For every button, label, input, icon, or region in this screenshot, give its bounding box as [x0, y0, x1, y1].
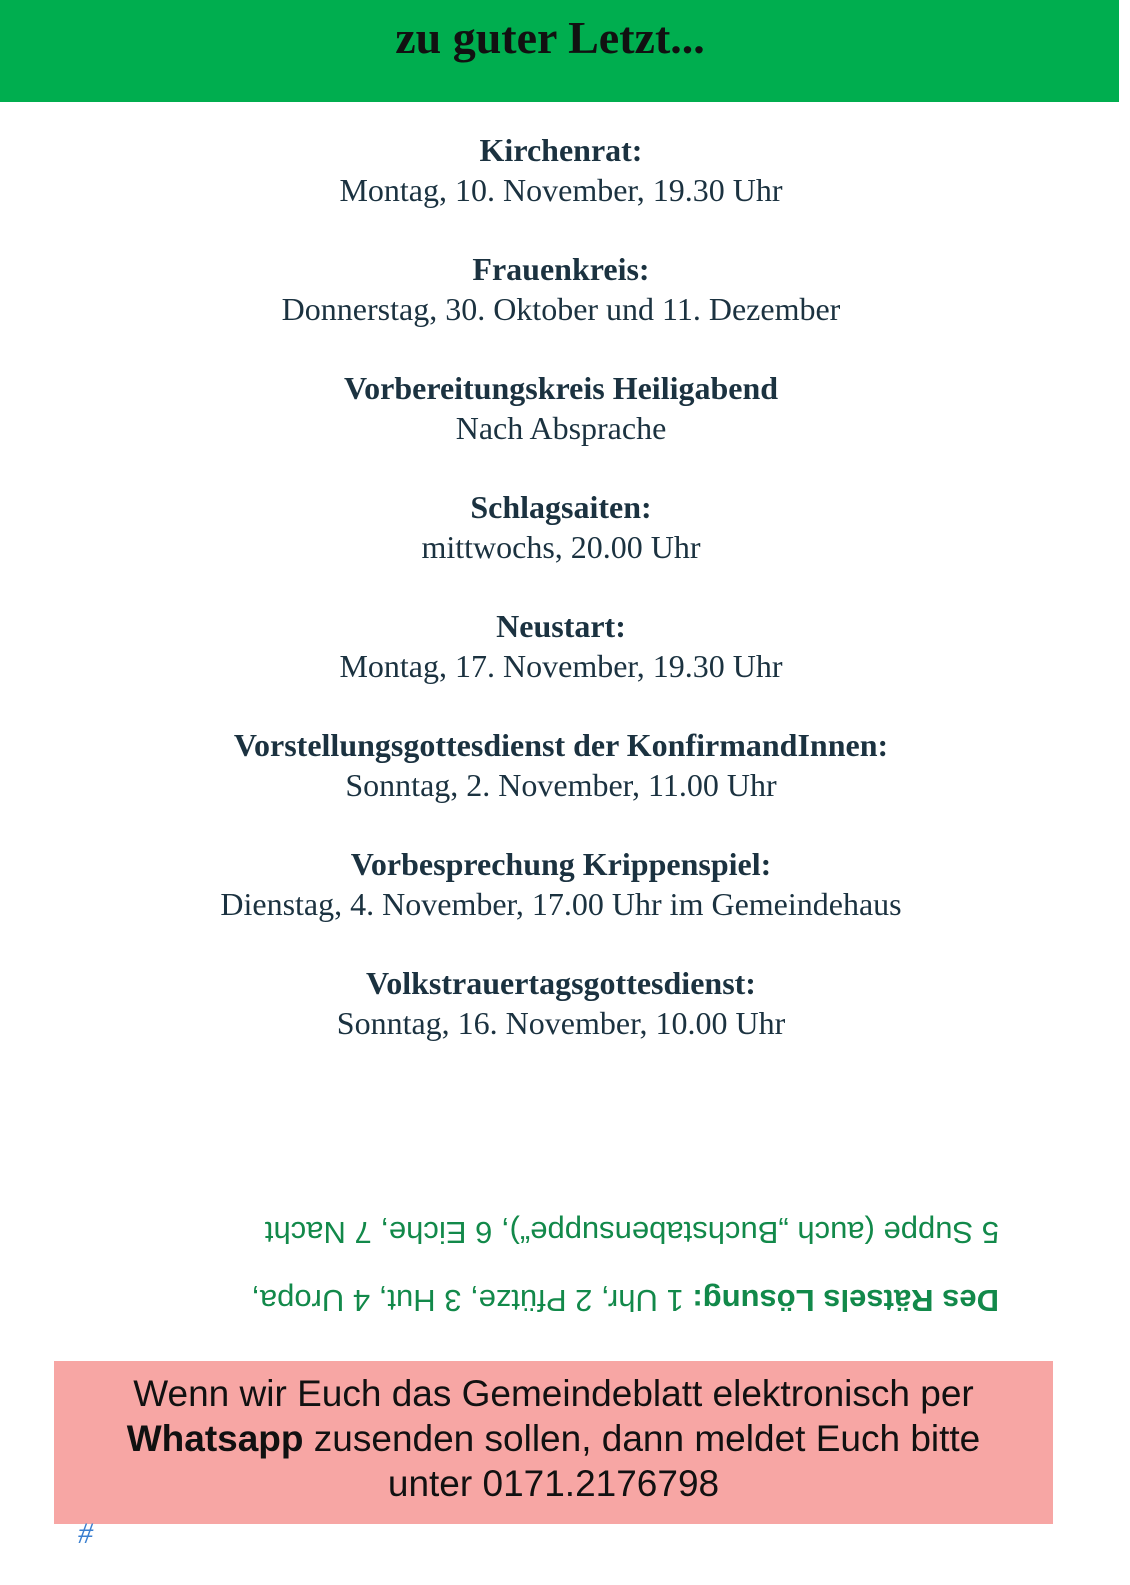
event-title: Frauenkreis: — [472, 251, 650, 287]
whatsapp-notice-line-2-rest: zusenden sollen, dann meldet Euch bitte — [313, 1418, 981, 1459]
puzzle-solution-upside-down — [133, 1198, 999, 1334]
event-title: Vorbesprechung Krippenspiel: — [350, 846, 772, 882]
event-detail: Dienstag, 4. November, 17.00 Uhr im Gemeindehaus — [220, 886, 902, 922]
event-detail: Donnerstag, 30. Oktober und 11. Dezember — [281, 291, 841, 327]
event-title: Vorstellungsgottesdienst der KonfirmandInnen: — [233, 727, 889, 763]
event-detail: Montag, 17. November, 19.30 Uhr — [339, 648, 783, 684]
event-item-volkstrauertag — [0, 963, 1122, 1082]
whatsapp-bold-word: Whatsapp — [126, 1418, 304, 1459]
puzzle-solution-line-1 — [133, 1266, 999, 1334]
event-detail: Sonntag, 16. November, 10.00 Uhr — [336, 1005, 786, 1041]
event-item-schlagsaiten — [0, 487, 1122, 606]
event-schedule — [0, 130, 1122, 1082]
event-item-frauenkreis — [0, 249, 1122, 368]
whatsapp-notice-line-1: Wenn wir Euch das Gemeindeblatt elektronisch per — [133, 1373, 974, 1414]
event-item-vorbereitungskreis — [0, 368, 1122, 487]
event-detail: Montag, 10. November, 19.30 Uhr — [339, 172, 783, 208]
event-detail: mittwochs, 20.00 Uhr — [421, 529, 701, 565]
whatsapp-notice-text — [54, 1371, 1053, 1506]
event-title: Neustart: — [496, 608, 626, 644]
footer-hash-mark: # — [78, 1517, 93, 1550]
event-item-kirchenrat — [0, 130, 1122, 249]
event-title: Vorbereitungskreis Heiligabend — [343, 370, 779, 406]
event-detail: Nach Absprache — [455, 410, 667, 446]
event-title: Volkstrauertagsgottesdienst: — [366, 965, 756, 1001]
event-detail: Sonntag, 2. November, 11.00 Uhr — [345, 767, 777, 803]
puzzle-solution-answers-1: 1 Uhr, 2 Pfütze, 3 Hut, 4 Uropa, — [251, 1283, 684, 1318]
page-title: zu guter Letzt... — [395, 12, 705, 63]
event-title: Kirchenrat: — [479, 132, 643, 168]
event-item-neustart — [0, 606, 1122, 725]
header-banner — [0, 0, 1119, 102]
whatsapp-notice-line-2 — [54, 1416, 1053, 1461]
whatsapp-notice-line-3: unter 0171.2176798 — [387, 1463, 720, 1504]
event-title: Schlagsaiten: — [470, 489, 652, 525]
event-item-vorstellungsgottesdienst — [0, 725, 1122, 844]
puzzle-solution-line-2: 5 Suppe (auch „Buchstabensuppe“), 6 Eiche, 7 Nacht — [264, 1215, 999, 1250]
puzzle-solution-label: Des Rätsels Lösung: — [692, 1283, 999, 1318]
whatsapp-notice-box — [54, 1361, 1053, 1524]
event-item-krippenspiel — [0, 844, 1122, 963]
